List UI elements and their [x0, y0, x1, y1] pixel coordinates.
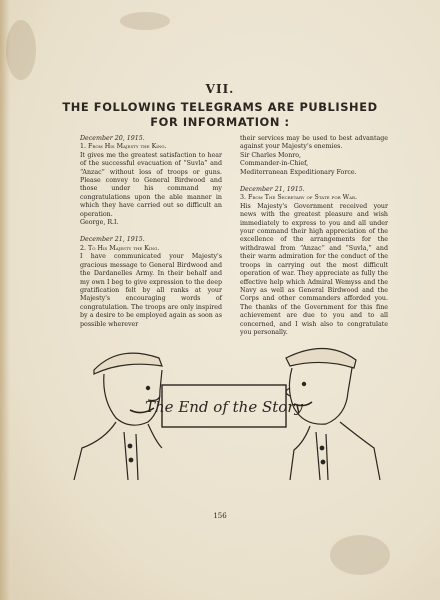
right-column: [240, 135, 388, 337]
telegram-2-body-continued: their services may be used to best advantage against your Majesty's enemies.: [240, 135, 388, 151]
left-column: [80, 135, 222, 329]
telegram-2-date: December 21, 1915.: [80, 236, 145, 244]
cartoon-illustration: [64, 330, 384, 480]
heading-line-2: FOR INFORMATION :: [150, 115, 290, 129]
telegram-2-signature-title: Commander-in-Chief,: [240, 160, 309, 168]
paper-stain: [330, 535, 390, 575]
cartoon-caption: The End of the Story: [145, 398, 303, 416]
telegram-3-date: December 21, 1915.: [240, 186, 305, 194]
page-heading: [60, 100, 380, 130]
paper-stain: [120, 12, 170, 30]
telegram-1-signature: George, R.I.: [80, 219, 119, 227]
telegram-2-signature-force: Mediterranean Expeditionary Force.: [240, 168, 357, 176]
telegram-1-date: December 20, 1915.: [80, 135, 145, 142]
telegram-3-title: 3. From The Secretary of State for War.: [240, 194, 357, 202]
telegram-1-body: It gives me the greatest satisfaction to hear of the successful evacuation of “Suvla” and “Anzac” without loss of troops or guns. Please convey to General Birdwood and those under his command my congratulations upon the able manner in which they have carried out so difficult an operation.: [80, 151, 222, 218]
paper-stain: [6, 20, 36, 80]
section-number: VII.: [205, 82, 235, 96]
heading-line-1: THE FOLLOWING TELEGRAMS ARE PUBLISHED: [62, 100, 378, 114]
telegram-1-title: 1. From His Majesty the King.: [80, 143, 167, 151]
left-officer-figure: [74, 353, 162, 480]
page-number: 156: [213, 512, 227, 520]
telegram-2-body: I have communicated your Majesty's gracious message to General Birdwood and the Dardanelles Army. In their behalf and my own I beg to give expression to the deep gratification felt by all ranks at your Majesty's encouraging words of congratulation. The troops are only inspired by a desire to be employed again as soon as possible wherever: [80, 253, 222, 328]
telegram-2-signature: Sir Charles Monro,: [240, 151, 302, 159]
telegram-2-title: 2. To His Majesty the King.: [80, 244, 160, 252]
telegram-3-body: His Majesty's Government received your news with the greatest pleasure and wish immediately to express to you and all under your command their high appreciation of the excellence of the arrangements for the withdrawal from “Anzac” and “Suvla,” and their warm admiration for the conduct of the troops in carrying out the most difficult operation of war. They appreciate as fully the effective help which Admiral Wemyss and the Navy as well as General Birdwood and the Corps and other commanders afforded you. The thanks of the Government for this fine achievement are due to you and to all concerned, and I wish also to congratulate you personally.: [240, 202, 388, 336]
